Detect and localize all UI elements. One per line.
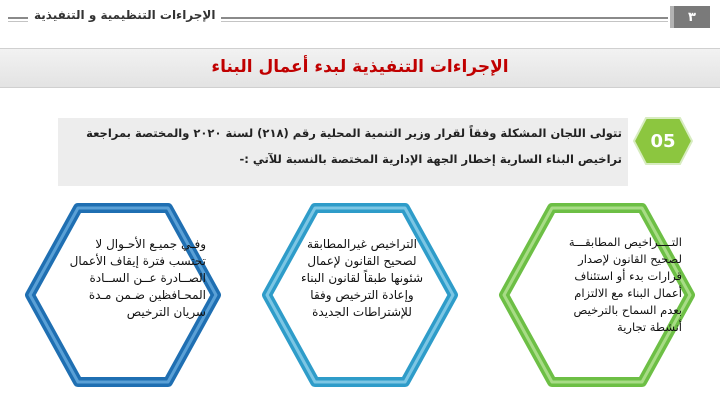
card-line: المحـافظين ضـمن مـدة [88, 288, 206, 302]
card-line: الصــادرة عــن الســادة [89, 271, 206, 285]
step-badge-label: 05 [650, 130, 676, 152]
intro-line-2: تراخيص البناء السارية إخطار الجهة الإدارية المختصة بالنسبة للآتي :- [239, 152, 622, 166]
card-line: أنشطة تجارية [617, 320, 682, 334]
page-number: ٣ [670, 6, 710, 28]
intro-line-1: تتولى اللجان المشكلة وفقاً لقرار وزير التنمية المحلية رقم (٢١٨) لسنة ٢٠٢٠ والمختصة بمراجعة [86, 126, 622, 140]
card-line: سريان الترخيص [126, 305, 206, 319]
card-line: وإعادة الترخيص وفقا [310, 288, 414, 302]
card-line: بعدم السماح بالترخيص [573, 303, 682, 317]
card-line: أعمال البناء مع الالتزام [574, 286, 682, 300]
card-line: التــــراخيص المطابقـــة [568, 235, 682, 249]
card-line: لصحيح القانون لإصدار [578, 252, 682, 266]
card-line: التراخيص غيرالمطابقة [307, 237, 417, 251]
card-teal-text [282, 236, 442, 321]
card-line: قرارات بدء أو استئناف [574, 269, 682, 283]
card-line: شئونها طبقاً لقانون البناء [300, 271, 423, 285]
card-line: للإشتراطات الجديدة [312, 305, 412, 319]
card-blue-text [40, 236, 206, 321]
card-line: تحتسب فترة إيقاف الأعمال [69, 254, 206, 268]
header-title: الإجراءات التنظيمية و التنفيذية [28, 8, 221, 22]
card-line: لصحيح القانون لإعمال [307, 254, 417, 268]
card-line: وفـي جميـع الأحـوال لا [95, 237, 206, 251]
intro-text [66, 120, 622, 172]
card-green-text [518, 234, 682, 336]
page-title: الإجراءات التنفيذية لبدء أعمال البناء [211, 57, 509, 77]
